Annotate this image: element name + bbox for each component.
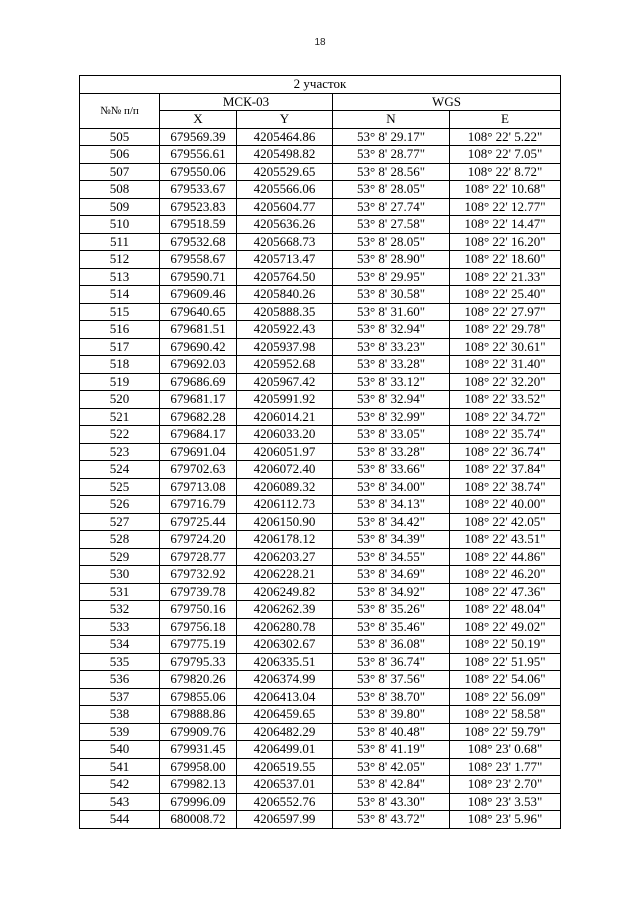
y-cell: 4206228.21 [237, 566, 333, 584]
x-cell: 679569.39 [160, 128, 237, 146]
msk-header: МСК-03 [160, 93, 333, 111]
n-cell: 53° 8' 35.46" [333, 618, 450, 636]
e-cell: 108° 22' 42.05" [450, 513, 561, 531]
n-cell: 53° 8' 36.08" [333, 636, 450, 654]
wgs-header: WGS [333, 93, 561, 111]
x-cell: 679691.04 [160, 443, 237, 461]
point-number-cell: 538 [80, 706, 160, 724]
x-cell: 679684.17 [160, 426, 237, 444]
table-row [80, 636, 561, 654]
y-cell: 4205967.42 [237, 373, 333, 391]
y-cell: 4205636.26 [237, 216, 333, 234]
e-cell: 108° 22' 29.78" [450, 321, 561, 339]
point-number-cell: 506 [80, 146, 160, 164]
x-cell: 679996.09 [160, 793, 237, 811]
point-number-cell: 536 [80, 671, 160, 689]
point-number-cell: 528 [80, 531, 160, 549]
point-number-cell: 534 [80, 636, 160, 654]
point-number-cell: 519 [80, 373, 160, 391]
table-row [80, 653, 561, 671]
x-cell: 679750.16 [160, 601, 237, 619]
y-cell: 4205529.65 [237, 163, 333, 181]
x-cell: 679681.51 [160, 321, 237, 339]
e-cell: 108° 22' 12.77" [450, 198, 561, 216]
n-cell: 53° 8' 29.17" [333, 128, 450, 146]
n-cell: 53° 8' 33.12" [333, 373, 450, 391]
table-row [80, 373, 561, 391]
n-cell: 53° 8' 27.58" [333, 216, 450, 234]
n-cell: 53° 8' 30.58" [333, 286, 450, 304]
e-cell: 108° 22' 46.20" [450, 566, 561, 584]
point-number-cell: 522 [80, 426, 160, 444]
x-cell: 679533.67 [160, 181, 237, 199]
table-body [80, 128, 561, 828]
e-cell: 108° 22' 36.74" [450, 443, 561, 461]
n-cell: 53° 8' 43.30" [333, 793, 450, 811]
n-cell: 53° 8' 28.77" [333, 146, 450, 164]
y-cell: 4205713.47 [237, 251, 333, 269]
coordinates-table [79, 75, 561, 829]
y-cell: 4206537.01 [237, 776, 333, 794]
x-cell: 679713.08 [160, 478, 237, 496]
y-cell: 4205888.35 [237, 303, 333, 321]
e-cell: 108° 22' 50.19" [450, 636, 561, 654]
table-row [80, 741, 561, 759]
x-cell: 679958.00 [160, 758, 237, 776]
n-cell: 53° 8' 37.56" [333, 671, 450, 689]
y-cell: 4206374.99 [237, 671, 333, 689]
e-cell: 108° 23' 2.70" [450, 776, 561, 794]
x-cell: 679725.44 [160, 513, 237, 531]
point-number-cell: 505 [80, 128, 160, 146]
n-header: N [333, 111, 450, 129]
table-row [80, 391, 561, 409]
e-cell: 108° 22' 35.74" [450, 426, 561, 444]
table-row [80, 601, 561, 619]
y-cell: 4206597.99 [237, 811, 333, 829]
x-cell: 679775.19 [160, 636, 237, 654]
point-number-cell: 509 [80, 198, 160, 216]
y-cell: 4205566.06 [237, 181, 333, 199]
x-cell: 679550.06 [160, 163, 237, 181]
n-cell: 53° 8' 32.99" [333, 408, 450, 426]
y-cell: 4206335.51 [237, 653, 333, 671]
row-number-header: №№ п/п [80, 93, 160, 128]
n-cell: 53° 8' 34.92" [333, 583, 450, 601]
point-number-cell: 514 [80, 286, 160, 304]
table-row [80, 723, 561, 741]
y-header: Y [237, 111, 333, 129]
y-cell: 4205840.26 [237, 286, 333, 304]
e-cell: 108° 22' 14.47" [450, 216, 561, 234]
e-cell: 108° 22' 34.72" [450, 408, 561, 426]
e-cell: 108° 23' 5.96" [450, 811, 561, 829]
y-cell: 4205668.73 [237, 233, 333, 251]
x-header: X [160, 111, 237, 129]
y-cell: 4206072.40 [237, 461, 333, 479]
n-cell: 53° 8' 38.70" [333, 688, 450, 706]
x-cell: 679888.86 [160, 706, 237, 724]
n-cell: 53° 8' 33.66" [333, 461, 450, 479]
table-row [80, 216, 561, 234]
table-row [80, 793, 561, 811]
table-row [80, 181, 561, 199]
point-number-cell: 526 [80, 496, 160, 514]
point-number-cell: 543 [80, 793, 160, 811]
page-number: 18 [314, 37, 326, 48]
table-row [80, 776, 561, 794]
y-cell: 4206519.55 [237, 758, 333, 776]
n-cell: 53° 8' 31.60" [333, 303, 450, 321]
x-cell: 679909.76 [160, 723, 237, 741]
point-number-cell: 507 [80, 163, 160, 181]
x-cell: 679690.42 [160, 338, 237, 356]
point-number-cell: 517 [80, 338, 160, 356]
n-cell: 53° 8' 28.05" [333, 233, 450, 251]
n-cell: 53° 8' 34.42" [333, 513, 450, 531]
e-cell: 108° 23' 1.77" [450, 758, 561, 776]
y-cell: 4206249.82 [237, 583, 333, 601]
x-cell: 679855.06 [160, 688, 237, 706]
e-cell: 108° 22' 40.00" [450, 496, 561, 514]
table-row [80, 671, 561, 689]
table-row [80, 338, 561, 356]
table-header [80, 76, 561, 129]
e-cell: 108° 22' 16.20" [450, 233, 561, 251]
n-cell: 53° 8' 32.94" [333, 391, 450, 409]
point-number-cell: 535 [80, 653, 160, 671]
table-row [80, 356, 561, 374]
y-cell: 4205991.92 [237, 391, 333, 409]
y-cell: 4205952.68 [237, 356, 333, 374]
x-cell: 679686.69 [160, 373, 237, 391]
y-cell: 4205764.50 [237, 268, 333, 286]
y-cell: 4206089.32 [237, 478, 333, 496]
x-cell: 679609.46 [160, 286, 237, 304]
y-cell: 4206552.76 [237, 793, 333, 811]
x-cell: 679728.77 [160, 548, 237, 566]
table-row [80, 268, 561, 286]
n-cell: 53° 8' 34.00" [333, 478, 450, 496]
x-cell: 679732.92 [160, 566, 237, 584]
point-number-cell: 539 [80, 723, 160, 741]
y-cell: 4206051.97 [237, 443, 333, 461]
point-number-cell: 529 [80, 548, 160, 566]
n-cell: 53° 8' 33.23" [333, 338, 450, 356]
table-row [80, 758, 561, 776]
y-cell: 4206280.78 [237, 618, 333, 636]
table-row [80, 566, 561, 584]
x-cell: 680008.72 [160, 811, 237, 829]
y-cell: 4206112.73 [237, 496, 333, 514]
section-title: 2 участок [80, 76, 561, 94]
table-row [80, 548, 561, 566]
x-cell: 679682.28 [160, 408, 237, 426]
y-cell: 4206499.01 [237, 741, 333, 759]
point-number-cell: 533 [80, 618, 160, 636]
y-cell: 4206014.21 [237, 408, 333, 426]
n-cell: 53° 8' 34.13" [333, 496, 450, 514]
n-cell: 53° 8' 27.74" [333, 198, 450, 216]
table-row [80, 618, 561, 636]
table-row [80, 688, 561, 706]
point-number-cell: 532 [80, 601, 160, 619]
x-cell: 679640.65 [160, 303, 237, 321]
table-row [80, 496, 561, 514]
point-number-cell: 511 [80, 233, 160, 251]
x-cell: 679532.68 [160, 233, 237, 251]
table-row [80, 478, 561, 496]
point-number-cell: 513 [80, 268, 160, 286]
point-number-cell: 516 [80, 321, 160, 339]
table-row [80, 233, 561, 251]
table-row [80, 408, 561, 426]
e-cell: 108° 22' 10.68" [450, 181, 561, 199]
point-number-cell: 527 [80, 513, 160, 531]
n-cell: 53° 8' 35.26" [333, 601, 450, 619]
e-cell: 108° 22' 51.95" [450, 653, 561, 671]
point-number-cell: 518 [80, 356, 160, 374]
n-cell: 53° 8' 28.56" [333, 163, 450, 181]
e-cell: 108° 22' 7.05" [450, 146, 561, 164]
x-cell: 679820.26 [160, 671, 237, 689]
point-number-cell: 510 [80, 216, 160, 234]
n-cell: 53° 8' 32.94" [333, 321, 450, 339]
table-row [80, 163, 561, 181]
table-row [80, 146, 561, 164]
n-cell: 53° 8' 33.28" [333, 443, 450, 461]
y-cell: 4205604.77 [237, 198, 333, 216]
point-number-cell: 541 [80, 758, 160, 776]
table-row [80, 286, 561, 304]
point-number-cell: 540 [80, 741, 160, 759]
n-cell: 53° 8' 40.48" [333, 723, 450, 741]
y-cell: 4206203.27 [237, 548, 333, 566]
n-cell: 53° 8' 34.69" [333, 566, 450, 584]
e-cell: 108° 23' 3.53" [450, 793, 561, 811]
y-cell: 4205498.82 [237, 146, 333, 164]
table-row [80, 303, 561, 321]
x-cell: 679739.78 [160, 583, 237, 601]
e-cell: 108° 22' 56.09" [450, 688, 561, 706]
point-number-cell: 537 [80, 688, 160, 706]
n-cell: 53° 8' 39.80" [333, 706, 450, 724]
e-cell: 108° 22' 30.61" [450, 338, 561, 356]
x-cell: 679756.18 [160, 618, 237, 636]
n-cell: 53° 8' 41.19" [333, 741, 450, 759]
x-cell: 679716.79 [160, 496, 237, 514]
point-number-cell: 544 [80, 811, 160, 829]
e-header: E [450, 111, 561, 129]
e-cell: 108° 22' 33.52" [450, 391, 561, 409]
e-cell: 108° 22' 49.02" [450, 618, 561, 636]
e-cell: 108° 22' 8.72" [450, 163, 561, 181]
point-number-cell: 525 [80, 478, 160, 496]
y-cell: 4205464.86 [237, 128, 333, 146]
n-cell: 53° 8' 28.90" [333, 251, 450, 269]
x-cell: 679692.03 [160, 356, 237, 374]
y-cell: 4206413.04 [237, 688, 333, 706]
e-cell: 108° 22' 18.60" [450, 251, 561, 269]
e-cell: 108° 22' 54.06" [450, 671, 561, 689]
table-row [80, 706, 561, 724]
x-cell: 679558.67 [160, 251, 237, 269]
e-cell: 108° 22' 5.22" [450, 128, 561, 146]
point-number-cell: 508 [80, 181, 160, 199]
e-cell: 108° 22' 58.58" [450, 706, 561, 724]
point-number-cell: 530 [80, 566, 160, 584]
e-cell: 108° 22' 31.40" [450, 356, 561, 374]
n-cell: 53° 8' 34.39" [333, 531, 450, 549]
table-row [80, 443, 561, 461]
e-cell: 108° 22' 38.74" [450, 478, 561, 496]
x-cell: 679724.20 [160, 531, 237, 549]
e-cell: 108° 22' 59.79" [450, 723, 561, 741]
table-row [80, 811, 561, 829]
e-cell: 108° 22' 25.40" [450, 286, 561, 304]
table-row [80, 461, 561, 479]
point-number-cell: 523 [80, 443, 160, 461]
e-cell: 108° 22' 48.04" [450, 601, 561, 619]
table-row [80, 426, 561, 444]
table-row [80, 583, 561, 601]
x-cell: 679982.13 [160, 776, 237, 794]
y-cell: 4205922.43 [237, 321, 333, 339]
table-row [80, 321, 561, 339]
y-cell: 4205937.98 [237, 338, 333, 356]
n-cell: 53° 8' 28.05" [333, 181, 450, 199]
x-cell: 679681.17 [160, 391, 237, 409]
n-cell: 53° 8' 29.95" [333, 268, 450, 286]
x-cell: 679702.63 [160, 461, 237, 479]
n-cell: 53° 8' 43.72" [333, 811, 450, 829]
table-row [80, 251, 561, 269]
y-cell: 4206033.20 [237, 426, 333, 444]
e-cell: 108° 23' 0.68" [450, 741, 561, 759]
point-number-cell: 515 [80, 303, 160, 321]
e-cell: 108° 22' 44.86" [450, 548, 561, 566]
y-cell: 4206262.39 [237, 601, 333, 619]
table-row [80, 128, 561, 146]
x-cell: 679931.45 [160, 741, 237, 759]
e-cell: 108° 22' 32.20" [450, 373, 561, 391]
e-cell: 108° 22' 21.33" [450, 268, 561, 286]
table-row [80, 198, 561, 216]
x-cell: 679590.71 [160, 268, 237, 286]
y-cell: 4206178.12 [237, 531, 333, 549]
point-number-cell: 521 [80, 408, 160, 426]
x-cell: 679518.59 [160, 216, 237, 234]
table-row [80, 531, 561, 549]
y-cell: 4206150.90 [237, 513, 333, 531]
table-row [80, 513, 561, 531]
e-cell: 108° 22' 47.36" [450, 583, 561, 601]
point-number-cell: 542 [80, 776, 160, 794]
x-cell: 679795.33 [160, 653, 237, 671]
n-cell: 53° 8' 33.05" [333, 426, 450, 444]
point-number-cell: 512 [80, 251, 160, 269]
y-cell: 4206482.29 [237, 723, 333, 741]
point-number-cell: 531 [80, 583, 160, 601]
y-cell: 4206459.65 [237, 706, 333, 724]
n-cell: 53° 8' 42.84" [333, 776, 450, 794]
point-number-cell: 520 [80, 391, 160, 409]
x-cell: 679556.61 [160, 146, 237, 164]
n-cell: 53° 8' 34.55" [333, 548, 450, 566]
e-cell: 108° 22' 43.51" [450, 531, 561, 549]
n-cell: 53° 8' 33.28" [333, 356, 450, 374]
n-cell: 53° 8' 36.74" [333, 653, 450, 671]
y-cell: 4206302.67 [237, 636, 333, 654]
x-cell: 679523.83 [160, 198, 237, 216]
e-cell: 108° 22' 37.84" [450, 461, 561, 479]
point-number-cell: 524 [80, 461, 160, 479]
n-cell: 53° 8' 42.05" [333, 758, 450, 776]
e-cell: 108° 22' 27.97" [450, 303, 561, 321]
